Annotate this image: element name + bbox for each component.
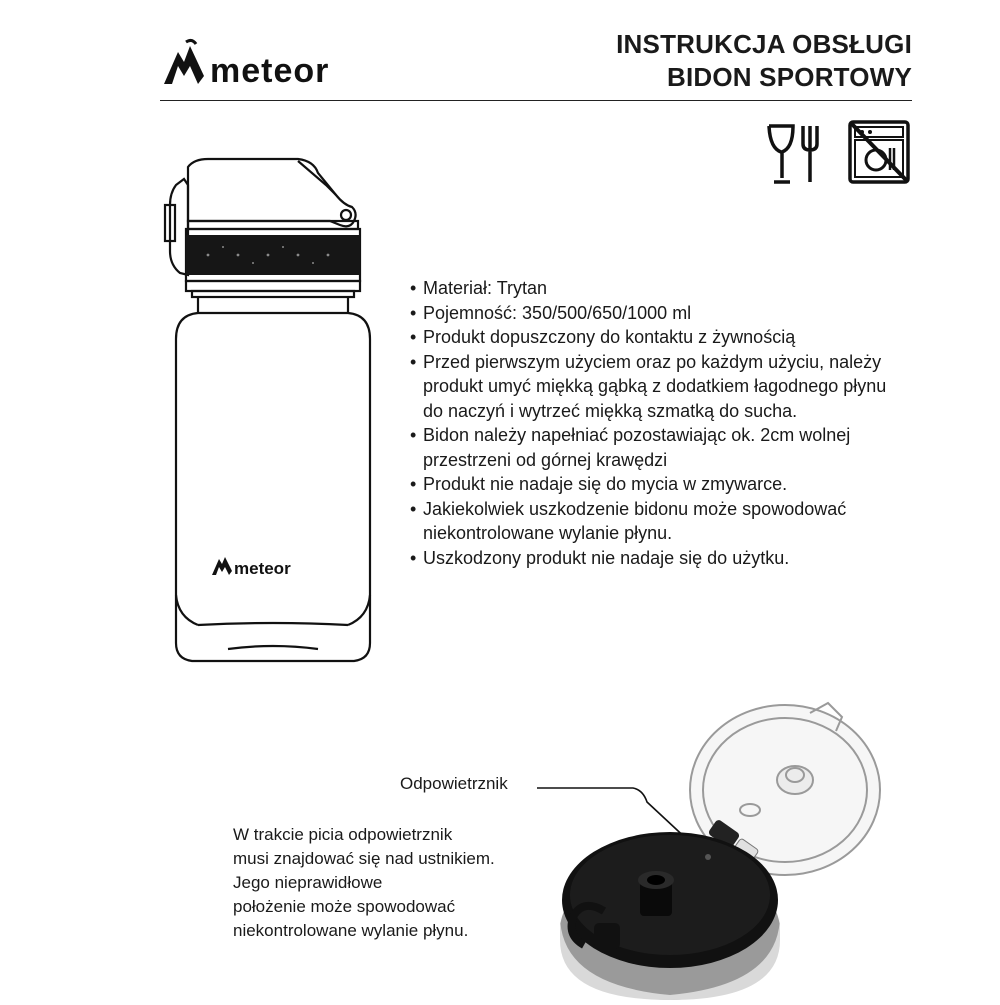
- vent-note-line: położenie może spowodować: [233, 897, 456, 916]
- vent-note-line: musi znajdować się nad ustnikiem.: [233, 849, 495, 868]
- spec-item: • Bidon należy napełniać pozostawiając ok. 2cm wolnej przestrzeni od górnej krawędzi: [410, 423, 893, 472]
- title-line-1: INSTRUKCJA OBSŁUGI: [616, 29, 912, 59]
- spec-item: • Uszkodzony produkt nie nadaje się do użytku.: [410, 546, 930, 571]
- brand-logo: [160, 36, 410, 96]
- spec-item: • Materiał: Trytan: [410, 276, 930, 301]
- open-lid-illustration: [560, 695, 890, 1000]
- vent-note-line: W trakcie picia odpowietrznik: [233, 825, 453, 844]
- logo-wordmark: meteor: [210, 52, 330, 90]
- spec-item: • Jakiekolwiek uszkodzenie bidonu może spowodować niekontrolowane wylanie płynu.: [410, 497, 923, 546]
- vent-note: [233, 823, 495, 943]
- spec-item: • Produkt dopuszczony do kontaktu z żywnością: [410, 325, 930, 350]
- no-dishwasher-icon: [846, 118, 912, 186]
- food-safe-icon: [765, 122, 823, 186]
- bottle-illustration: [158, 155, 378, 665]
- title-line-2: BIDON SPORTOWY: [666, 62, 912, 92]
- vent-note-line: niekontrolowane wylanie płynu.: [233, 921, 469, 940]
- spec-item: • Produkt nie nadaje się do mycia w zmywarce.: [410, 472, 930, 497]
- header-divider: [160, 100, 912, 101]
- spec-item: • Pojemność: 350/500/650/1000 ml: [410, 301, 930, 326]
- vent-label: Odpowietrznik: [400, 774, 508, 793]
- specifications-list: [410, 276, 930, 570]
- page-title: [616, 28, 912, 94]
- spec-item: • Przed pierwszym użyciem oraz po każdym użyciu, należy produkt umyć miękką gąbką z dodatkiem łagodnego płynu do naczyń i wytrzeć miękką szmatką do sucha.: [410, 350, 893, 424]
- vent-note-line: Jego nieprawidłowe: [233, 873, 383, 892]
- bottle-logo-wordmark: meteor: [234, 559, 291, 578]
